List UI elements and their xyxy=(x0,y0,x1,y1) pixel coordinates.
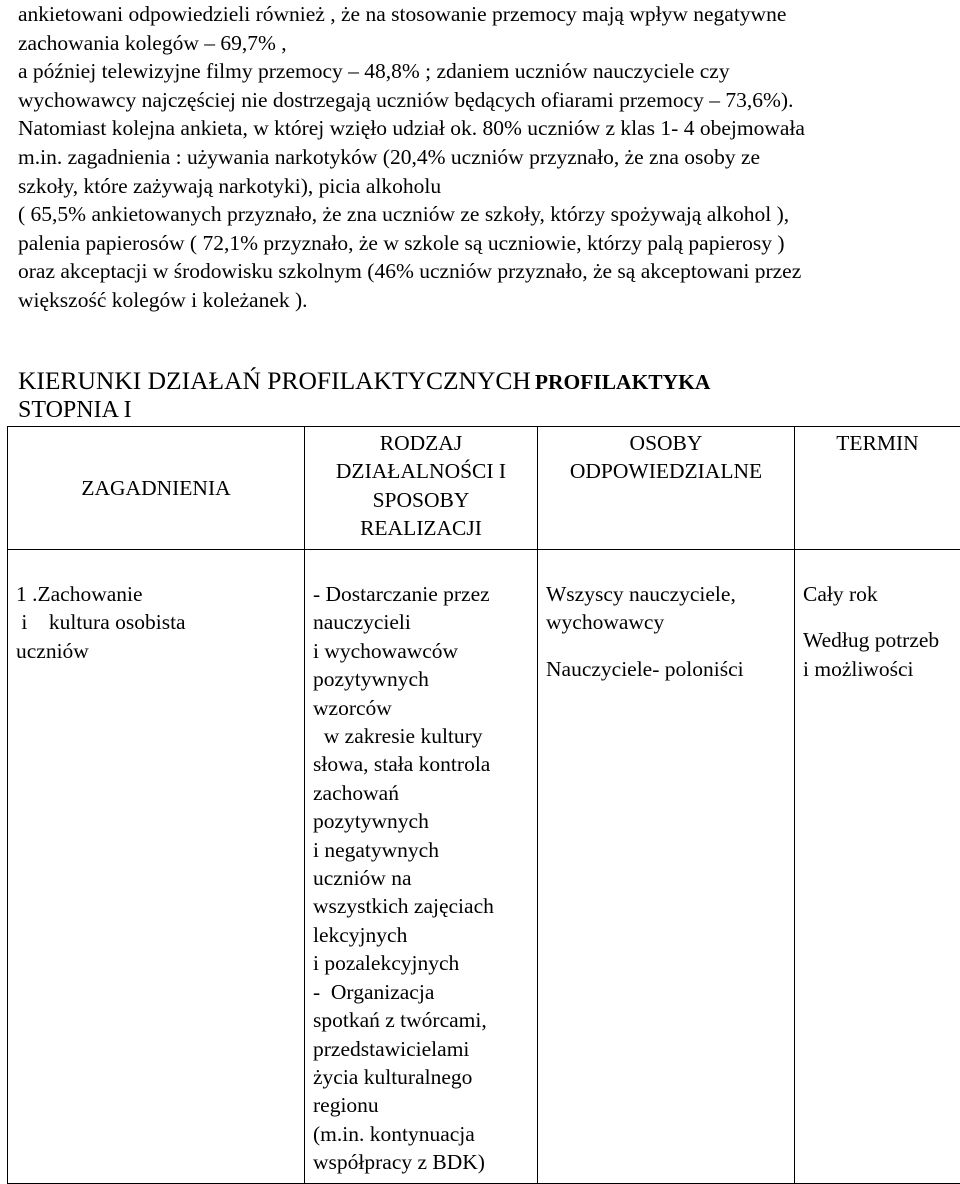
header-activity xyxy=(305,427,538,550)
table-row xyxy=(8,550,960,1184)
intro-line: a później telewizyjne filmy przemocy – 48,8% ; zdaniem uczniów nauczyciele czy xyxy=(18,57,943,86)
activity-line: i negatywnych xyxy=(313,836,533,864)
activity-line: - Dostarczanie przez xyxy=(313,580,533,608)
header-topics xyxy=(8,427,305,550)
cell-activity xyxy=(305,550,538,1184)
header-responsible-line: ODPOWIEDZIALNE xyxy=(538,457,794,485)
responsible-line: Wszyscy nauczyciele, xyxy=(546,580,790,608)
cell-term xyxy=(795,550,960,1184)
activity-line: wszystkich zajęciach xyxy=(313,892,533,920)
prevention-plan-table xyxy=(7,426,960,1184)
header-activity-line: SPOSOBY xyxy=(305,486,537,514)
header-activity-line: REALIZACJI xyxy=(305,514,537,542)
section-heading-level: STOPNIA I xyxy=(18,396,132,424)
spacer xyxy=(546,637,790,655)
header-activity-line: DZIAŁALNOŚCI I xyxy=(305,457,537,485)
header-topics-label: ZAGADNIENIA xyxy=(8,474,304,502)
activity-line: nauczycieli xyxy=(313,608,533,636)
header-responsible-line: OSOBY xyxy=(538,429,794,457)
activity-line: słowa, stała kontrola xyxy=(313,750,533,778)
table-header-row xyxy=(8,427,960,550)
activity-line: i pozalekcyjnych xyxy=(313,949,533,977)
activity-line: pozytywnych xyxy=(313,665,533,693)
activity-line: regionu xyxy=(313,1091,533,1119)
responsible-line: Nauczyciele- poloniści xyxy=(546,655,790,683)
cell-responsible xyxy=(538,550,795,1184)
cell-topic xyxy=(8,550,305,1184)
intro-line: ( 65,5% ankietowanych przyznało, że zna uczniów ze szkoły, którzy spożywają alkohol ), xyxy=(18,200,943,229)
activity-line: - Organizacja xyxy=(313,978,533,1006)
intro-line: palenia papierosów ( 72,1% przyznało, że w szkole są uczniowie, którzy palą papierosy ) xyxy=(18,229,943,258)
responsible-line: wychowawcy xyxy=(546,608,790,636)
activity-line: przedstawicielami xyxy=(313,1035,533,1063)
header-term-label: TERMIN xyxy=(836,431,918,455)
term-line: Cały rok xyxy=(803,580,956,608)
intro-line: m.in. zagadnienia : używania narkotyków (20,4% uczniów przyznało, że zna osoby ze xyxy=(18,143,943,172)
intro-line: Natomiast kolejna ankieta, w której wzięło udział ok. 80% uczniów z klas 1- 4 obejmowała xyxy=(18,114,943,143)
topic-line: uczniów xyxy=(16,637,300,665)
header-activity-line: RODZAJ xyxy=(305,429,537,457)
intro-line: zachowania kolegów – 69,7% , xyxy=(18,29,943,58)
section-heading-sub: PROFILAKTYKA xyxy=(535,370,711,394)
intro-paragraph xyxy=(18,0,943,315)
activity-line: spotkań z twórcami, xyxy=(313,1006,533,1034)
activity-line: uczniów na xyxy=(313,864,533,892)
activity-line: i wychowawców xyxy=(313,637,533,665)
section-heading xyxy=(18,366,710,400)
activity-line: wzorców xyxy=(313,694,533,722)
term-line: i możliwości xyxy=(803,655,956,683)
header-responsible xyxy=(538,427,795,550)
term-line: Według potrzeb xyxy=(803,626,956,654)
activity-line: lekcyjnych xyxy=(313,921,533,949)
spacer xyxy=(803,608,956,626)
topic-line: i kultura osobista xyxy=(16,608,300,636)
topic-line: 1 .Zachowanie xyxy=(16,580,300,608)
intro-line: oraz akceptacji w środowisku szkolnym (46% uczniów przyznało, że są akceptowani przez xyxy=(18,257,943,286)
activity-line: zachowań xyxy=(313,779,533,807)
intro-line: ankietowani odpowiedzieli również , że na stosowanie przemocy mają wpływ negatywne xyxy=(18,0,943,29)
intro-line: szkoły, które zażywają narkotyki), picia alkoholu xyxy=(18,172,943,201)
activity-line: (m.in. kontynuacja xyxy=(313,1120,533,1148)
header-term xyxy=(795,427,960,550)
activity-line: współpracy z BDK) xyxy=(313,1148,533,1176)
intro-line: wychowawcy najczęściej nie dostrzegają uczniów będących ofiarami przemocy – 73,6%). xyxy=(18,86,943,115)
activity-line: życia kulturalnego xyxy=(313,1063,533,1091)
activity-line: pozytywnych xyxy=(313,807,533,835)
section-heading-main: KIERUNKI DZIAŁAŃ PROFILAKTYCZNYCH xyxy=(18,366,531,395)
intro-line: większość kolegów i koleżanek ). xyxy=(18,286,943,315)
activity-line: w zakresie kultury xyxy=(313,722,533,750)
